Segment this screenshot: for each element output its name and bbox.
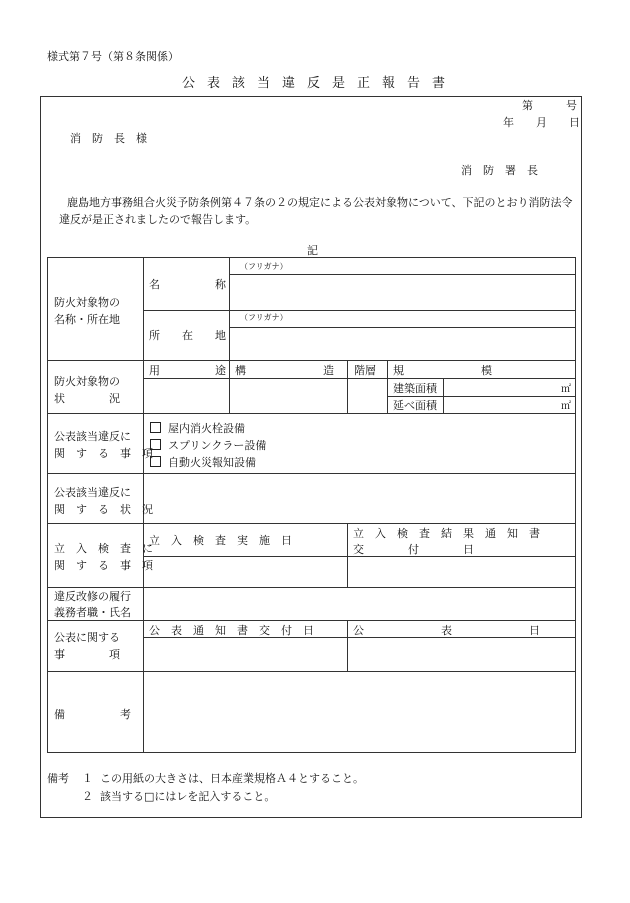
form-number: 様式第７号（第８条関係）	[47, 50, 179, 63]
result-notice-label-1: 立 入 検 査 結 果 通 知 書	[353, 527, 540, 540]
structure-label: 構 造	[235, 364, 334, 377]
number-label: 第 号	[522, 99, 577, 112]
use-label: 用 途	[149, 364, 226, 377]
option-fire-alarm[interactable]: 自動火災報知設備	[150, 454, 256, 470]
sender: 消 防 署 長	[461, 164, 538, 177]
building-area-label: 建築面積	[393, 382, 437, 395]
furigana-address: （フリガナ）	[240, 313, 288, 322]
sec6-label-1: 違反改修の履行	[54, 590, 131, 603]
remarks-label: 備 考	[54, 708, 131, 721]
publish-date-label: 公 表 日	[353, 624, 540, 637]
notice-date-label: 公 表 通 知 書 交 付 日	[149, 624, 314, 637]
sec2-label-2: 状 況	[54, 392, 120, 405]
sec1-label-1: 防火対象物の	[54, 296, 120, 309]
sec4-label-2: 関 す る 状 況	[54, 503, 153, 516]
note-1-text: この用紙の大きさは、日本産業規格Ａ４とすること。	[100, 772, 364, 785]
sec6-label-2: 義務者職・氏名	[54, 606, 131, 619]
ki-heading: 記	[307, 244, 318, 257]
page-title: 公表該当違反是正報告書	[182, 76, 458, 91]
option-sprinkler[interactable]: スプリンクラー設備	[150, 437, 266, 453]
building-area-unit: ㎡	[561, 384, 571, 395]
sec7-label-1: 公表に関する	[54, 631, 120, 644]
date-label: 年 月 日	[503, 116, 580, 129]
sec2-label-1: 防火対象物の	[54, 375, 120, 388]
total-area-label: 延べ面積	[393, 399, 437, 412]
sec7-label-2: 事 項	[54, 648, 120, 661]
sec3-label-1: 公表該当違反に	[54, 430, 131, 443]
sec1-label-2: 名称・所在地	[54, 313, 120, 326]
total-area-unit: ㎡	[561, 401, 571, 412]
note-2-number: ２	[82, 790, 93, 803]
inspection-date-label: 立 入 検 査 実 施 日	[149, 534, 292, 547]
scale-label: 規 模	[393, 364, 492, 377]
addressee: 消 防 長 様	[70, 132, 147, 145]
body-line-2: 違反が是正されましたので報告します。	[59, 213, 257, 226]
address-label: 所 在 地	[149, 329, 226, 342]
name-label: 名 称	[149, 278, 226, 291]
furigana-name: （フリガナ）	[240, 262, 288, 271]
sec3-label-2: 関 す る 事 項	[54, 447, 153, 460]
sec5-label-2: 関 す る 事 項	[54, 559, 153, 572]
option-indoor-hydrant[interactable]: 屋内消火栓設備	[150, 420, 245, 436]
note-2-text: 該当する□にはレを記入すること。	[100, 790, 276, 803]
note-1-number: １	[82, 772, 93, 785]
checkbox-icon[interactable]	[150, 456, 161, 467]
checkbox-icon[interactable]	[150, 439, 161, 450]
notes-label: 備考	[47, 772, 69, 785]
body-line-1: 鹿島地方事務組合火災予防条例第４７条の２の規定による公表対象物について、下記のとおり消防法令	[67, 196, 573, 209]
result-notice-label-2: 交 付 日	[353, 543, 474, 556]
floors-label: 階層	[354, 364, 376, 377]
sec4-label-1: 公表該当違反に	[54, 486, 131, 499]
sec5-label-1: 立 入 検 査 に	[54, 542, 153, 555]
checkbox-icon[interactable]	[150, 422, 161, 433]
